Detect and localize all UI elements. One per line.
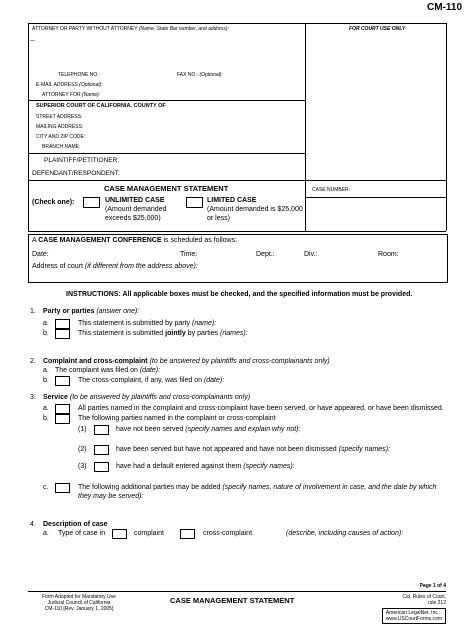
section-2-title: Complaint and cross-complaint: [43, 358, 148, 365]
section-3c-label: The following additional parties may be added: [78, 484, 221, 491]
conference-address-text: Address of court: [32, 263, 83, 270]
section-1b-bold: jointly: [165, 330, 186, 337]
limited-case-title: LIMITED CASE: [207, 197, 257, 204]
unlimited-case-line2: exceeds $25,000): [105, 215, 161, 222]
defendant-label: DEFENDANT/RESPONDENT:: [32, 170, 120, 177]
conference-div-label: Div.:: [304, 251, 318, 258]
section-1b-checkbox[interactable]: [55, 329, 70, 339]
limited-case-line1: (Amount demanded is $25,000: [207, 206, 303, 213]
section-3c-hint-2: they may be served):: [78, 493, 144, 500]
section-4-title: Description of case: [43, 521, 108, 528]
section-3b1-number: (1): [78, 426, 87, 433]
section-2b-hint: (date):: [203, 377, 225, 384]
section-3b2-label: have been served but have not appeared and have not been dismissed: [116, 446, 337, 453]
adopted-line-2: Judicial Council of California: [47, 600, 111, 606]
adopted-line-1: Form Adopted for Mandatory Use: [42, 594, 116, 600]
publisher-box: [382, 608, 446, 624]
section-1b-label-1: This statement is submitted: [78, 330, 164, 337]
section-1b-hint: (names):: [220, 330, 248, 337]
section-4a-cross-complaint-label: cross-complaint: [203, 530, 253, 537]
check-one-label: (Check one):: [32, 199, 75, 206]
conference-heading: [32, 237, 237, 244]
section-3b3-number: (3): [78, 463, 87, 470]
conference-dept-label: Dept.:: [256, 251, 275, 258]
rules-block: [402, 594, 446, 606]
court-use-label: FOR COURT USE ONLY: [349, 26, 406, 32]
section-3b2-number: (2): [78, 446, 87, 453]
attorney-for-label: [42, 92, 100, 98]
conference-date-label: Date:: [32, 251, 49, 258]
section-1a-hint: (name):: [192, 320, 217, 327]
conference-prefix: A: [32, 237, 37, 244]
email-label: [36, 82, 103, 88]
section-3b3-hint: (specify names):: [243, 463, 295, 470]
footer-title: CASE MANAGEMENT STATEMENT: [170, 596, 295, 605]
publisher-line-2: www.USCourtForms.com: [385, 616, 442, 622]
section-3b3-text: [116, 463, 295, 470]
limited-case-line2: or less): [207, 215, 230, 222]
section-2-number: 2.: [30, 358, 36, 365]
section-2a-letter: a.: [43, 367, 49, 374]
branch-name-label: BRANCH NAME:: [42, 144, 81, 150]
unlimited-case-title: UNLIMITED CASE: [105, 197, 165, 204]
section-3b3-checkbox[interactable]: [94, 462, 109, 472]
instructions: INSTRUCTIONS: All applicable boxes must be checked, and the specified information must be provided.: [66, 291, 413, 298]
section-2a-label: The complaint was filed on: [55, 367, 138, 374]
section-1-hint: (answer one):: [96, 308, 140, 315]
plaintiff-label: PLAINTIFF/PETITIONER:: [44, 157, 120, 164]
section-2a-text: [55, 367, 160, 374]
attorney-label: [32, 26, 229, 32]
section-4-number: 4.: [30, 521, 36, 528]
attorney-hint: (Name, State Bar number, and address):: [138, 26, 229, 32]
section-3b2-hint: (specify names):: [338, 446, 390, 453]
fax-hint: (Optional):: [199, 72, 223, 78]
section-1b-text: [78, 330, 248, 337]
section-3a-text: All parties named in the complaint and cross-complaint have been served, or have appeared, or have been dismissed.: [78, 405, 444, 412]
section-1b-letter: b.: [43, 330, 49, 337]
unlimited-case-checkbox[interactable]: [83, 197, 100, 208]
statement-title: CASE MANAGEMENT STATEMENT: [104, 184, 229, 193]
section-3c-text: [78, 484, 436, 491]
section-2-heading: [43, 358, 330, 365]
section-2b-letter: b.: [43, 377, 49, 384]
conference-time-label: Time:: [180, 251, 198, 258]
section-4a-hint: (describe, including causes of action):: [286, 530, 404, 537]
mailing-address-label: MAILING ADDRESS:: [36, 124, 84, 130]
section-2-hint: (to be answered by plaintiffs and cross-complainants only): [149, 358, 330, 365]
email-hint: (Optional):: [79, 82, 103, 88]
conference-suffix: is scheduled as follows:: [163, 237, 238, 244]
section-3b2-checkbox[interactable]: [94, 445, 109, 455]
conference-bold: CASE MANAGEMENT CONFERENCE: [38, 237, 162, 244]
section-3b-checkbox[interactable]: [55, 414, 70, 424]
unlimited-case-line1: (Amount demanded: [105, 206, 167, 213]
fax-label: [177, 72, 223, 78]
section-3b-text: The following parties named in the complaint or cross-complaint: [78, 415, 276, 422]
city-zip-label: CITY AND ZIP CODE:: [36, 134, 86, 140]
email-label-text: E-MAIL ADDRESS: [36, 82, 78, 88]
section-1-title: Party or parties: [43, 308, 95, 315]
rules-line-2: rule 212: [427, 600, 446, 606]
case-number-label: CASE NUMBER:: [312, 187, 351, 193]
conference-address-hint: (if different from the address above):: [84, 263, 198, 270]
adopted-line-3: CM-110 [Rev. January 1, 2005]: [44, 606, 114, 612]
section-2b-checkbox[interactable]: [55, 376, 70, 386]
section-1-number: 1.: [30, 308, 36, 315]
section-1a-letter: a.: [43, 320, 49, 327]
section-3c-letter: c.: [43, 484, 49, 491]
section-3c-hint-1: (specify names, nature of involvement in case, and the date by which: [222, 484, 437, 491]
section-3c-checkbox[interactable]: [55, 483, 70, 493]
conference-room-label: Room:: [378, 251, 399, 258]
court-title: SUPERIOR COURT OF CALIFORNIA, COUNTY OF: [36, 103, 166, 109]
fax-label-text: FAX NO.:: [177, 72, 199, 78]
section-3-heading: [43, 394, 250, 401]
section-4a-text: Type of case in: [58, 530, 106, 537]
publisher-line-1: American LegalNet, Inc.: [385, 610, 440, 616]
section-3a-checkbox[interactable]: [55, 404, 70, 414]
section-2b-text: [78, 377, 224, 384]
section-2b-label: The cross-complaint, if any, was filed on: [78, 377, 202, 384]
section-3a-letter: a.: [43, 405, 49, 412]
street-address-label: STREET ADDRESS:: [36, 114, 83, 120]
section-1a-label: This statement is submitted by party: [78, 320, 191, 327]
attorney-for-hint: (Name):: [82, 92, 101, 98]
section-3b1-text: [116, 426, 300, 433]
section-3-hint: (to be answered by plaintiffs and cross-complainants only): [69, 394, 251, 401]
limited-case-checkbox[interactable]: [186, 197, 203, 208]
dash-mark: —: [30, 38, 35, 44]
section-1a-text: [78, 320, 216, 327]
section-1-heading: [43, 308, 139, 315]
section-3b2-text: [116, 446, 390, 453]
section-4a-complaint-label: complaint: [134, 530, 164, 537]
section-4a-cross-complaint-checkbox[interactable]: [180, 529, 195, 539]
section-1b-label-2: by parties: [187, 330, 219, 337]
section-3b1-label: have not been served: [116, 426, 184, 433]
section-2a-hint: (date):: [139, 367, 161, 374]
footer-rule: [28, 591, 446, 592]
section-4a-letter: a.: [43, 530, 49, 537]
attorney-for-text: ATTORNEY FOR: [42, 92, 81, 98]
attorney-label-text: ATTORNEY OR PARTY WITHOUT ATTORNEY: [32, 26, 138, 32]
section-3-number: 3.: [30, 394, 36, 401]
section-3b-letter: b.: [43, 415, 49, 422]
section-3-title: Service: [43, 394, 68, 401]
adopted-block: [42, 594, 116, 612]
rules-line-1: Cal. Rules of Court,: [402, 594, 446, 600]
section-4a-complaint-checkbox[interactable]: [112, 529, 127, 539]
section-3b1-hint: (specify names and explain why not):: [185, 426, 301, 433]
form-id: CM-110: [426, 2, 462, 13]
page-number: Page 1 of 4: [419, 583, 446, 589]
section-3b1-checkbox[interactable]: [94, 425, 109, 435]
section-1a-checkbox[interactable]: [55, 319, 70, 329]
telephone-label: TELEPHONE NO.:: [58, 72, 100, 78]
section-3b3-label: have had a default entered against them: [116, 463, 242, 470]
conference-address-label: [32, 263, 198, 270]
